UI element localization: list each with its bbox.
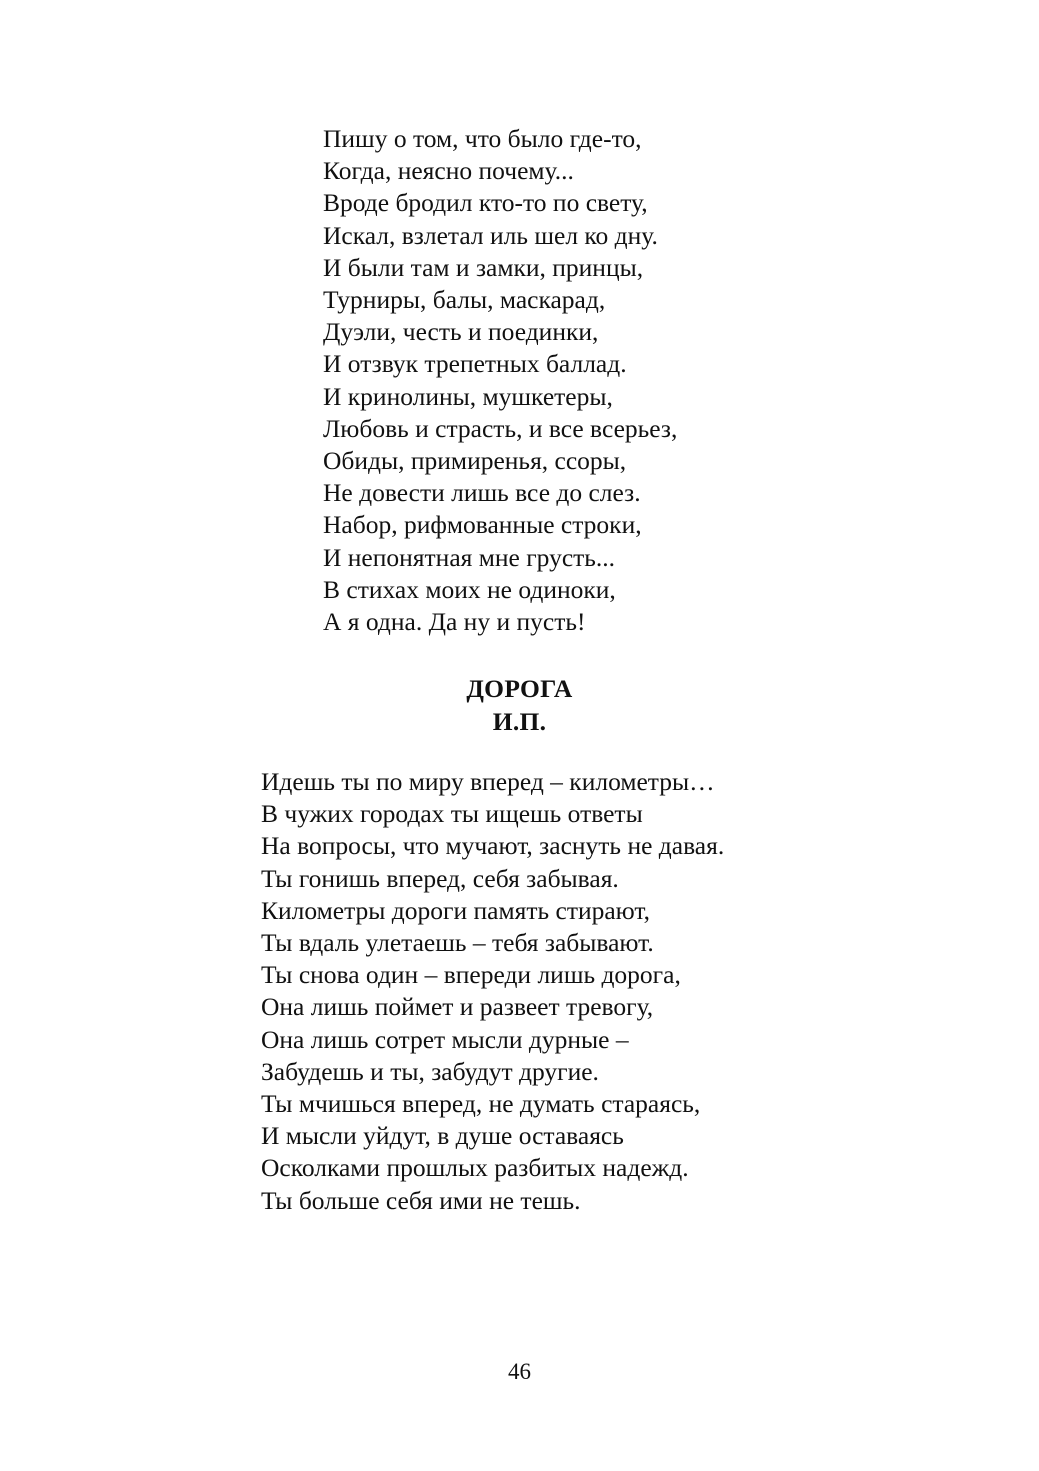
poem-line: Идешь ты по миру вперед – километры…	[261, 767, 715, 796]
poem-line: Не довести лишь все до слез.	[323, 478, 641, 508]
poem-line: Вроде бродил кто-то по свету,	[323, 188, 648, 218]
page-number: 46	[508, 1359, 531, 1384]
poem-line: Когда, неясно почему...	[323, 156, 574, 186]
poem-line: Обиды, примиренья, ссоры,	[323, 446, 627, 476]
poem-line: Пишу о том, что было где-то,	[323, 124, 642, 153]
poem-line: Километры дороги память стирают,	[261, 895, 650, 925]
poem-line: Ты больше себя ими не тешь.	[261, 1185, 581, 1215]
poem-line: Забудешь и ты, забудут другие.	[261, 1056, 599, 1086]
poem-line: Осколками прошлых разбитых надежд.	[261, 1153, 689, 1183]
poem-line: Любовь и страсть, и все всерьез,	[323, 413, 678, 443]
poem-line: И мысли уйдут, в душе оставаясь	[261, 1121, 624, 1151]
poem-line: И кринолины, мушкетеры,	[323, 381, 613, 411]
poem-line: Набор, рифмованные строки,	[323, 510, 642, 540]
poem-line: И были там и замки, принцы,	[323, 252, 644, 282]
poem-line: А я одна. Да ну и пусть!	[323, 607, 586, 637]
poem-untitled	[323, 123, 677, 638]
poem-line: Ты мчишься вперед, не думать стараясь,	[261, 1089, 701, 1119]
poem-line: На вопросы, что мучают, заснуть не давая.	[261, 831, 725, 861]
poem-line: В стихах моих не одиноки,	[323, 574, 616, 604]
poem-line: Ты снова один – впереди лишь дорога,	[261, 960, 681, 990]
poem-title: ДОРОГА	[466, 674, 573, 703]
poem-line: В чужих городах ты ищешь ответы	[261, 799, 643, 829]
poem-line: Она лишь поймет и развеет тревогу,	[261, 992, 654, 1022]
poem-doroga	[261, 766, 724, 1217]
poem-line: Дуэли, честь и поединки,	[323, 317, 599, 347]
poem-line: Турниры, балы, маскарад,	[323, 285, 606, 315]
poem-author: И.П.	[492, 707, 547, 736]
poem-line: Искал, взлетал иль шел ко дну.	[323, 220, 658, 250]
poem-line: Она лишь сотрет мысли дурные –	[261, 1024, 629, 1054]
poem-line: Ты вдаль улетаешь – тебя забывают.	[261, 928, 654, 958]
poem-line: И непонятная мне грусть...	[323, 542, 616, 572]
poem-line: И отзвук трепетных баллад.	[323, 349, 627, 379]
poem-line: Ты гонишь вперед, себя забывая.	[261, 863, 619, 893]
